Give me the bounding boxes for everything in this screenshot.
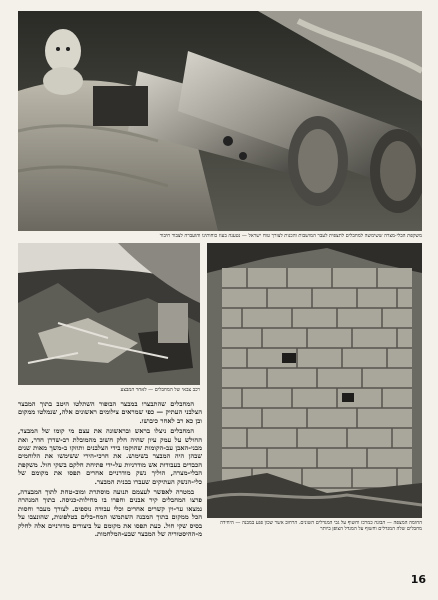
bottom-right-photo-wall bbox=[207, 243, 422, 518]
top-photo-caption: משקפת הבלי-מצרה ששימשה למחבלים לתצפית לעבר המושבות והכנות לצורך טוח ישראל — נטענה בעוז כוחותינו והועברה לצבור חיבור bbox=[159, 233, 422, 239]
wreckage-image bbox=[18, 243, 200, 385]
page-number: 16 bbox=[410, 573, 426, 586]
mid-left-photo-wreckage bbox=[18, 243, 200, 385]
article-paragraph: במטרה לאפשר לעצמם תנועה מוסתרת ומוב-טחת לתוך המבצרה, פרצו המחבלים קיר אבנים וחפרו בו מחילות-כניסה. בתוך המנהרה נמצאו ער-וין קשרים אחרים וכלי עבודה נוספים. לצורך מעבר וחסות הכל ממקום בתוך המבנה השתמשו המח-בלים בטלפונות, שהונצבו על בסיס שקי חול. כעת תפסו את מקומם על ביצורים מדורניים אלה לחלק מ-ההיסטוריה של המבצר שבע-המלחמות. bbox=[18, 488, 202, 539]
article-paragraph: המחבלים ניצלו בראש ובראשונה את עצם מי קומו של המבצר, החולש על עמק עיון שהיה חלק חשוב מהמובלת רב-שדרן חדר, ואת מבני-האבן עב-הקומות שהוקמו בידי הצלבנים ותוזקו ב-משך מאות שנים שבהן היה המבצר בשימוש. את חרכי-הירי ששימשו את הלוחמים הכבדים בעבודות אש מודרניות על-ידי פתיחת חלקם בשקי חול. משקפת הבלי-מצרה, הוליך נשק מודרניים אחרים תפסו את מקומם של כלי-הנשק העתיקים שעברו בבנית המבצר. bbox=[18, 427, 202, 486]
stone-wall-image bbox=[207, 243, 422, 518]
mid-left-photo-caption: רכב צבאי של המחבלים — לאחר המבצע bbox=[120, 387, 200, 393]
article-paragraph: המחבלים שהתבצרו במבצר הבופור השתלטו היטב בתוך המבצר הצלבני העתיק — כפי שמראים צילומים ראשונים אלה, שנמלטו ממקום ובן כא רב לאחר כיבושו. bbox=[18, 400, 202, 425]
binoculars-image bbox=[18, 11, 422, 231]
bottom-right-photo-caption: החומה המצפה — הבונה כמרכז וחשוף על גבי המגדלים השונים. הרחוב אשר שכון פגע במבנה — היחידה מחבלים שלה המגדלים וחשוף על המגדל הצופן ביותר bbox=[220, 520, 422, 532]
top-photo-binoculars bbox=[18, 11, 422, 231]
article-body bbox=[18, 400, 202, 575]
